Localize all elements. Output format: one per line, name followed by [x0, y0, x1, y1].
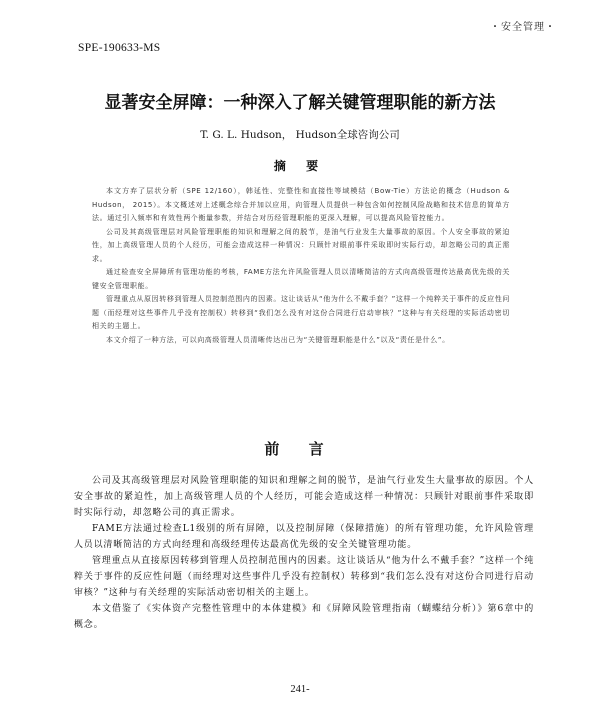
foreword-paragraph: FAME方法通过检查L1级别的所有屏障，以及控制屏障（保障措施）的所有管理功能，允许风险管理人员以清晰简洁的方式向经理和高级经理传达最高优先级的安全关键管理功能。 [74, 524, 534, 550]
foreword-paragraph: 本文借鉴了《实体资产完整性管理中的本体建模》和《屏障风险管理指南（蝴蝶结分析）》第6章中的概念。 [74, 604, 534, 630]
abstract-paragraph: 通过检查安全屏障所有管理功能的考核，FAME方法允许风险管理人员以清晰简洁的方式向高级管理传达最高优先级的关键安全管理职能。 [92, 268, 510, 290]
section-tag: ・安全管理・ [490, 22, 556, 33]
abstract-heading: 摘 要 [273, 159, 327, 173]
paper-id: SPE-190633-MS [78, 42, 161, 54]
abstract-paragraph: 管理重点从原因转移到管理人员控制范围内的因素。这让谈话从“他为什么不戴手套？”这样一个纯粹关于事件的反应性问题（而经理对这些事件几乎没有控制权）转移到“我们怎么没有对这份合同进行启动审核？”这种与有关经理的实际活动密切相关的主题上。 [92, 295, 510, 330]
abstract [92, 185, 510, 347]
page-number: 241- [290, 684, 310, 695]
foreword-paragraph: 公司及其高级管理层对风险管理职能的知识和理解之间的脱节，是油气行业发生大量事故的原因。个人安全事故的紧迫性，加上高级管理人员的个人经历，可能会造成这样一种情况：只顾针对眼前事件采取即时实际行动，却忽略公司的真正需求。 [74, 476, 534, 518]
abstract-paragraph: 本文介绍了一种方法，可以向高级管理人员清晰传达出已为“关键管理职能是什么”以及“责任是什么”。 [106, 335, 450, 344]
foreword-heading: 前 言 [264, 440, 336, 458]
foreword-body [74, 473, 534, 633]
paper-title: 显著安全屏障：一种深入了解关键管理职能的新方法 [104, 93, 496, 113]
foreword-paragraph: 管理重点从直接原因转移到管理人员控制范围内的因素。这让谈话从“他为什么不戴手套？”这样一个纯粹关于事件的反应性问题（而经理对这些事件几乎没有控制权）转移到“我们怎么没有对这份合同进行启动审核？”这种与有关经理的实际活动密切相关的主题上。 [74, 556, 535, 598]
abstract-paragraph: 公司及其高级管理层对风险管理职能的知识和理解之间的脱节，是油气行业发生大量事故的原因。个人安全事故的紧迫性，加上高级管理人员的个人经历，可能会造成这样一种情况：只顾针对眼前事件采取即时实际行动，却忽略公司的真正需求。 [92, 227, 510, 263]
abstract-paragraph: 本文方弃了层状分析（SPE 12/160），韩延性、完整性和直接性等域模结（Bow-Tie）方法论的概念（Hudson & Hudson， 2015）。本文概述对上述概念综合并加以应用，向管理人员提供一种包含如何控制风险战略和技术信息的简单方法。通过引入频率和有效性两个衡量参数，并结合对历经管理职能的更深入理解，可以提高风险管控能力。 [92, 187, 510, 222]
authors: T. G. L. Hudson， Hudson全球咨询公司 [200, 129, 400, 141]
